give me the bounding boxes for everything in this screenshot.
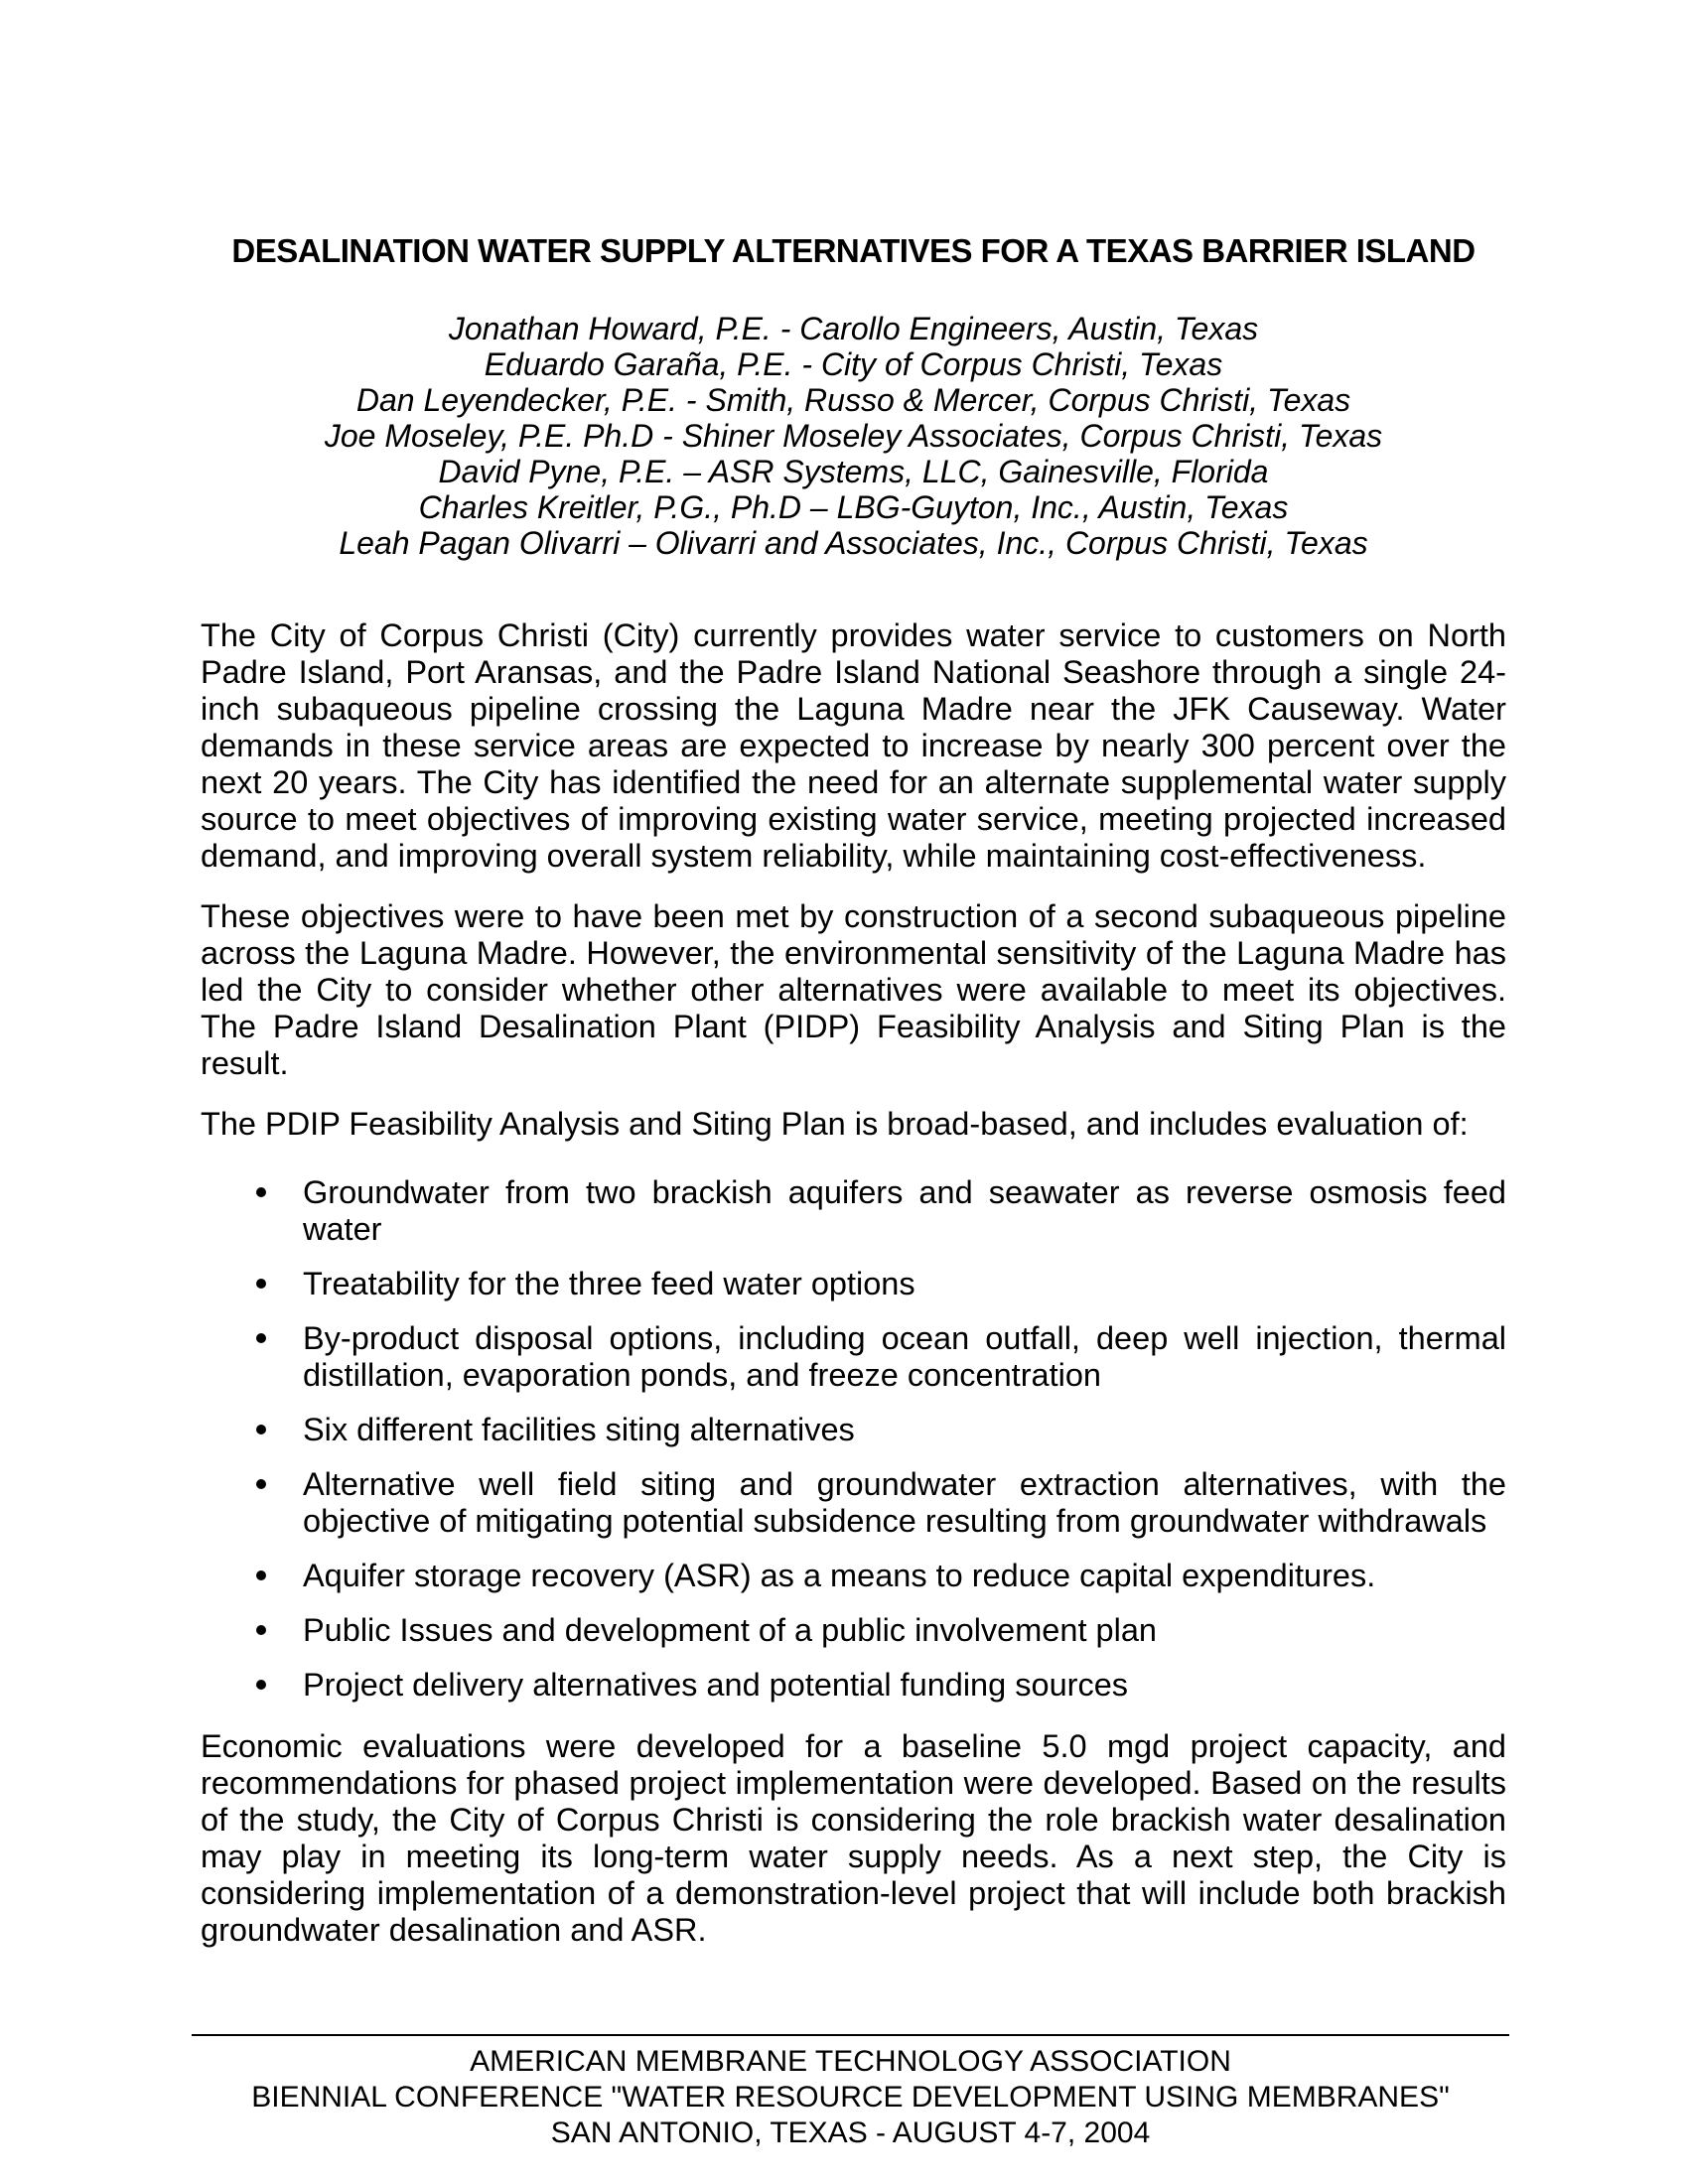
bullet-dot-icon [256,1479,266,1489]
bullet-item-text: Groundwater from two brackish aquifers and seawater as reverse osmosis feed water [303,1174,1506,1247]
bullet-item [201,1558,1506,1594]
abstract-paragraph-3: The PDIP Feasibility Analysis and Siting Plan is broad-based, and includes evaluation of: [201,1106,1469,1142]
bullet-dot-icon [256,1333,266,1343]
author-line: Dan Leyendecker, P.E. - Smith, Russo & Mercer, Corpus Christi, Texas [355,382,1351,418]
paper-title: DESALINATION WATER SUPPLY ALTERNATIVES FOR A TEXAS BARRIER ISLAND [231,232,1476,269]
author-line: Eduardo Garaña, P.E. - City of Corpus Christi, Texas [484,346,1223,382]
bullet-item-text: Aquifer storage recovery (ASR) as a means to reduce capital expenditures. [303,1558,1376,1593]
bullet-item [201,1466,1506,1540]
bullet-dot-icon [256,1425,266,1434]
bullet-item [201,1667,1506,1704]
bullet-item [201,1612,1506,1649]
bullet-dot-icon [256,1570,266,1580]
author-line: Joe Moseley, P.E. Ph.D - Shiner Moseley Associates, Corpus Christi, Texas [324,418,1383,454]
bullet-dot-icon [256,1625,266,1635]
bullet-item [201,1320,1506,1394]
author-block [201,311,1506,561]
bullet-item-text: Alternative well field siting and groundwater extraction alternatives, with the objective of mitigating potential subsidence resulting from groundwater withdrawals [303,1466,1506,1539]
author-line: Leah Pagan Olivarri – Olivarri and Associates, Inc., Corpus Christi, Texas [339,525,1368,561]
abstract-paragraph-2: These objectives were to have been met by construction of a second subaqueous pipeline across the Laguna Madre. However, the environmental sensitivity of the Laguna Madre has led the City to consider whether other alternatives were available to meet its objectives. The Padre Island Desalination Plant (PIDP) Feasibility Analysis and Siting Plan is the result. [201,898,1506,1081]
author-line: David Pyne, P.E. – ASR Systems, LLC, Gainesville, Florida [438,454,1269,489]
author-line: Jonathan Howard, P.E. - Carollo Engineers, Austin, Texas [448,311,1259,346]
footer-line-location-date: SAN ANTONIO, TEXAS - AUGUST 4-7, 2004 [550,2116,1151,2149]
bullet-item-text: Project delivery alternatives and potential funding sources [303,1667,1129,1703]
bullet-dot-icon [256,1680,266,1690]
bullet-item [201,1412,1506,1448]
document-content [201,0,1506,1949]
evaluation-bullet-list [201,1174,1506,1704]
bullet-item-text: By-product disposal options, including ocean outfall, deep well injection, thermal distillation, evaporation ponds, and freeze concentration [303,1320,1506,1393]
footer-line-conference: BIENNIAL CONFERENCE "WATER RESOURCE DEVELOPMENT USING MEMBRANES" [251,2081,1450,2114]
abstract-paragraph-4: Economic evaluations were developed for a baseline 5.0 mgd project capacity, and recommendations for phased project implementation were developed. Based on the results of the study, the City of Corpus Christi is considering the role brackish water desalination may play in meeting its long-term water supply needs. As a next step, the City is considering implementation of a demonstration-level project that will include both brackish groundwater desalination and ASR. [201,1728,1506,1948]
conference-footer [192,2034,1509,2151]
bullet-item-text: Treatability for the three feed water options [303,1266,915,1301]
bullet-dot-icon [256,1279,266,1289]
footer-line-association: AMERICAN MEMBRANE TECHNOLOGY ASSOCIATION [470,2045,1231,2078]
abstract-paragraph-1: The City of Corpus Christi (City) currently provides water service to customers on North Padre Island, Port Aransas, and the Padre Island National Seashore through a single 24-inch subaqueous pipeline crossing the Laguna Madre near the JFK Causeway. Water demands in these service areas are expected to increase by nearly 300 percent over the next 20 years. The City has identified the need for an alternate supplemental water supply source to meet objectives of improving existing water service, meeting projected increased demand, and improving overall system reliability, while maintaining cost-effectiveness. [201,617,1506,874]
author-line: Charles Kreitler, P.G., Ph.D – LBG-Guyton, Inc., Austin, Texas [418,489,1289,525]
bullet-item [201,1174,1506,1248]
bullet-dot-icon [256,1187,266,1197]
bullet-item-text: Six different facilities siting alternatives [303,1412,855,1447]
bullet-item [201,1266,1506,1302]
bullet-item-text: Public Issues and development of a public involvement plan [303,1612,1157,1648]
